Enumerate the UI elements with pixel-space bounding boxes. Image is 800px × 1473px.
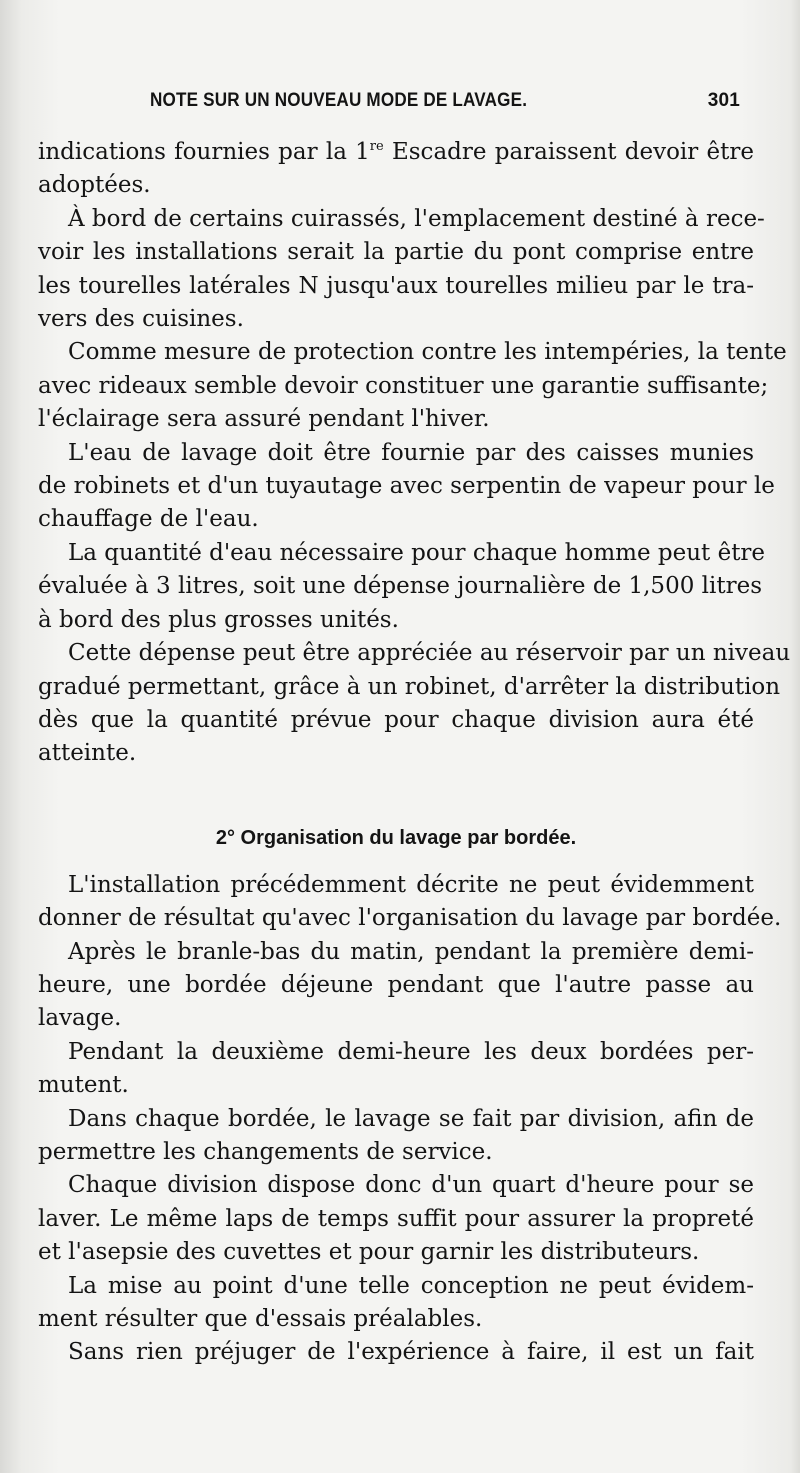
text-line: mutent. bbox=[38, 1072, 129, 1099]
text-line: À bord de certains cuirassés, l'emplacement destiné à rece- bbox=[68, 205, 765, 232]
text-line: La mise au point d'une telle conception ne peut évidem- bbox=[68, 1272, 754, 1299]
text-line: dès que la quantité prévue pour chaque division aura été bbox=[38, 706, 754, 733]
text-line: permettre les changements de service. bbox=[38, 1138, 493, 1165]
text-line: voir les installations serait la partie du pont comprise entre bbox=[38, 239, 754, 266]
text-line: Cette dépense peut être appréciée au réservoir par un niveau bbox=[68, 640, 791, 667]
text-line: évaluée à 3 litres, soit une dépense journalière de 1,500 litres bbox=[38, 573, 763, 600]
section-heading: 2° Organisation du lavage par bordée. bbox=[215, 826, 577, 849]
text-line: adoptées. bbox=[38, 172, 151, 199]
text-line: avec rideaux semble devoir constituer une garantie suffisante; bbox=[38, 372, 769, 399]
text-line: chauffage de l'eau. bbox=[38, 506, 259, 533]
text-line: ment résulter que d'essais préalables. bbox=[38, 1306, 483, 1332]
body-text bbox=[38, 130, 791, 1370]
text-line: Dans chaque bordée, le lavage se fait par division, afin de bbox=[68, 1105, 754, 1132]
running-header bbox=[38, 86, 740, 120]
page-number: 301 bbox=[707, 90, 740, 111]
text-line: heure, une bordée déjeune pendant que l'autre passe au bbox=[38, 971, 754, 998]
text-line: Pendant la deuxième demi-heure les deux bordées per- bbox=[68, 1038, 754, 1065]
text-line: l'éclairage sera assuré pendant l'hiver. bbox=[38, 406, 490, 433]
superscript: re bbox=[369, 139, 384, 154]
running-title: NOTE SUR UN NOUVEAU MODE DE LAVAGE. bbox=[150, 90, 528, 111]
text-line: Après le branle-bas du matin, pendant la première demi- bbox=[68, 938, 754, 965]
text-line: vers des cuisines. bbox=[38, 306, 244, 333]
text-line: lavage. bbox=[38, 1005, 122, 1032]
text-line: gradué permettant, grâce à un robinet, d'arrêter la distribution bbox=[38, 673, 781, 700]
text-line: La quantité d'eau nécessaire pour chaque homme peut être bbox=[68, 539, 766, 566]
text-line: L'eau de lavage doit être fournie par des caisses munies bbox=[68, 439, 754, 466]
text-line: Sans rien préjuger de l'expérience à faire, il est un fait bbox=[68, 1339, 754, 1366]
text-line: de robinets et d'un tuyautage avec serpentin de vapeur pour le bbox=[38, 473, 775, 500]
text-line: L'installation précédemment décrite ne peut évidemment bbox=[68, 871, 754, 898]
text-line: à bord des plus grosses unités. bbox=[38, 606, 399, 633]
text-line: Chaque division dispose donc d'un quart d'heure pour se bbox=[68, 1172, 754, 1199]
text-line: et l'asepsie des cuvettes et pour garnir les distributeurs. bbox=[38, 1239, 700, 1266]
text-line: Comme mesure de protection contre les intempéries, la tente bbox=[68, 339, 787, 366]
text-line: donner de résultat qu'avec l'organisation du lavage par bordée. bbox=[38, 905, 782, 932]
text-line: les tourelles latérales N jusqu'aux tourelles milieu par le tra- bbox=[38, 272, 754, 299]
text-line: laver. Le même laps de temps suffit pour assurer la propreté bbox=[38, 1205, 754, 1232]
text-line: atteinte. bbox=[38, 740, 137, 767]
text-line: indications fournies par la 1re Escadre paraissent devoir être bbox=[38, 139, 754, 165]
